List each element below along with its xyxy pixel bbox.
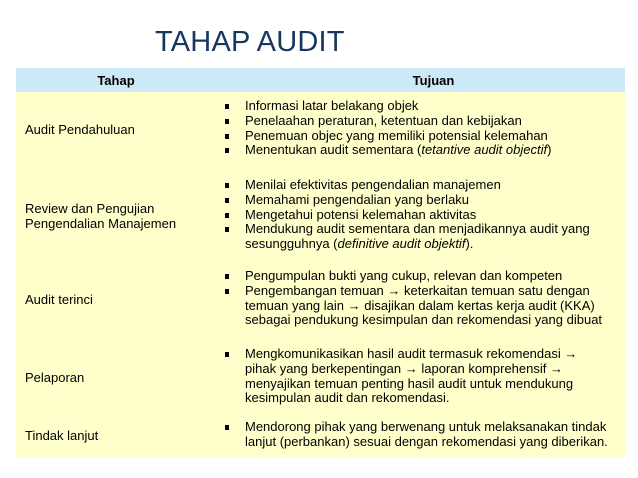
list-item: [223, 178, 590, 193]
item-text: temuan yang lain → disajikan dalam kertas kerja audit (KKA): [245, 297, 595, 313]
item-text: Mendukung audit sementara dan menjadikannya audit yang: [245, 221, 590, 237]
list-item: [223, 143, 551, 158]
item-text: pihak yang berkepentingan → laporan komprehensif →: [245, 360, 563, 376]
item-text: Penemuan objec yang memiliki potensial kelemahan: [245, 127, 548, 143]
item-line: [245, 313, 602, 328]
item-text: Menentukan audit sementara (: [245, 142, 422, 158]
tahap-label-line: Pelaporan: [25, 370, 85, 385]
item-text: Mendorong pihak yang berwenang untuk melaksanakan tindak: [245, 419, 607, 434]
tujuan-list: [223, 420, 608, 450]
square-bullet-icon: [225, 183, 229, 188]
square-bullet-icon: [225, 352, 229, 357]
square-bullet-icon: [225, 134, 229, 139]
item-line: [245, 143, 551, 158]
item-line: [245, 347, 577, 362]
square-bullet-icon: [225, 119, 229, 124]
item-line: [245, 391, 577, 406]
item-line: [245, 129, 551, 144]
tahap-label: [25, 122, 135, 137]
item-text: ).: [465, 236, 474, 252]
header-tujuan: Tujuan: [412, 73, 455, 88]
item-text: Informasi latar belakang objek: [245, 98, 419, 113]
tujuan-list: [223, 99, 551, 158]
tahap-label-line: Audit terinci: [25, 292, 93, 307]
tahap-label-line: Pengendalian Manajemen: [25, 216, 177, 231]
list-item: [223, 129, 551, 144]
item-text: Penelaahan peraturan, ketentuan dan kebijakan: [245, 112, 522, 128]
item-line: [245, 362, 577, 377]
item-line: [245, 377, 577, 392]
square-bullet-icon: [225, 104, 229, 109]
item-line: [245, 99, 551, 114]
item-text: Mengetahui potensi kelemahan aktivitas: [245, 206, 477, 222]
item-text: Pengembangan temuan → keterkaitan temuan satu dengan: [245, 282, 590, 298]
item-line: [245, 208, 590, 223]
tahap-label: [25, 428, 98, 443]
item-text: Pengumpulan bukti yang cukup, relevan dan kompeten: [245, 268, 563, 283]
audit-stage-table: [16, 68, 625, 457]
tujuan-list: [223, 347, 577, 406]
tahap-label: [25, 292, 93, 307]
square-bullet-icon: [225, 289, 229, 294]
tujuan-list: [223, 269, 602, 328]
item-line: [245, 299, 602, 314]
item-line: [245, 178, 590, 193]
square-bullet-icon: [225, 148, 229, 153]
square-bullet-icon: [225, 198, 229, 203]
tujuan-list: [223, 178, 590, 252]
item-line: [245, 237, 590, 252]
list-item: [223, 284, 602, 328]
square-bullet-icon: [225, 425, 229, 430]
header-tahap: Tahap: [97, 73, 135, 88]
tahap-label: [25, 201, 176, 231]
tahap-label: [25, 370, 84, 385]
item-text: Menilai efektivitas pengendalian manajemen: [245, 177, 501, 192]
item-text: sesungguhnya (: [245, 236, 338, 252]
list-item: [223, 193, 590, 208]
item-text: Memahami pengendalian yang berlaku: [245, 191, 470, 207]
item-line: [245, 193, 590, 208]
square-bullet-icon: [225, 274, 229, 279]
item-line: [245, 284, 602, 299]
list-item: [223, 208, 590, 223]
item-text: lanjut (perbankan) sesuai dengan rekomendasi yang diberikan.: [245, 433, 608, 449]
list-item: [223, 222, 590, 252]
item-text: menyajikan temuan penting hasil audit untuk mendukung: [245, 375, 574, 391]
list-item: [223, 420, 608, 450]
square-bullet-icon: [225, 227, 229, 232]
square-bullet-icon: [225, 213, 229, 218]
tahap-label-line: Audit Pendahuluan: [25, 122, 135, 137]
item-line: [245, 435, 608, 450]
item-text: kesimpulan audit dan rekomendasi.: [245, 390, 450, 406]
list-item: [223, 114, 551, 129]
item-line: [245, 269, 602, 284]
italic-term: definitive audit objektif: [337, 236, 466, 252]
item-text: sebagai pendukung kesimpulan dan rekomendasi yang dibuat: [245, 312, 603, 328]
item-text: ): [547, 142, 552, 158]
table-header: [16, 68, 625, 92]
item-line: [245, 420, 608, 435]
list-item: [223, 99, 551, 114]
slide-title: TAHAP AUDIT: [155, 26, 345, 58]
italic-term: tetantive audit objectif: [421, 142, 548, 158]
tahap-label-line: Review dan Pengujian: [25, 201, 155, 216]
item-text: Mengkomunikasikan hasil audit termasuk rekomendasi →: [245, 346, 578, 361]
item-line: [245, 222, 590, 237]
tahap-label-line: Tindak lanjut: [25, 428, 99, 443]
item-line: [245, 114, 551, 129]
list-item: [223, 269, 602, 284]
list-item: [223, 347, 577, 406]
